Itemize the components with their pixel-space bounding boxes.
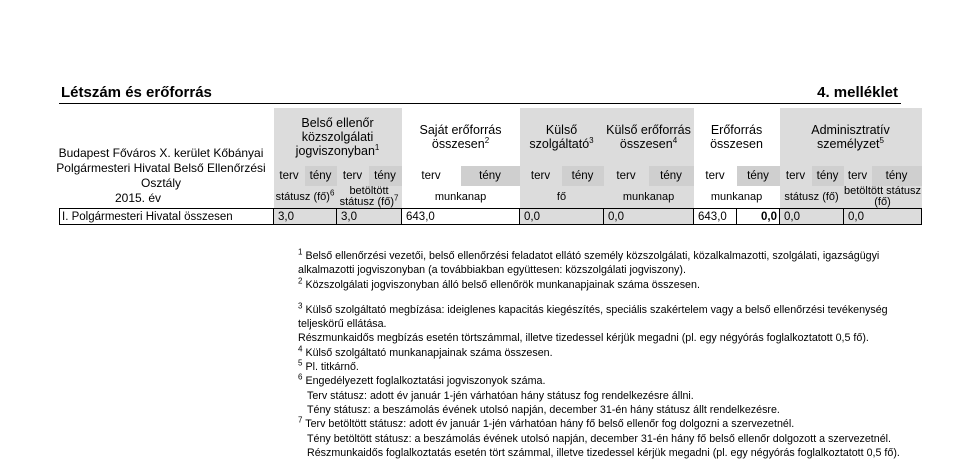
footnote: $^1$ Belső ellenőrzési vezetői, belső ellenőrzési feladatot ellátó személy közszolgálati, közalkalmazotti, szolgálati, igazságügyi bbox=[298, 247, 880, 262]
cell-external-resource: 0,0 bbox=[604, 209, 694, 225]
footnote: $^6$ Engedélyezett foglalkoztatási jogviszonyok száma. bbox=[298, 372, 546, 388]
unit-statusz: státusz (fő) bbox=[780, 186, 844, 209]
cell-total-terv: 643,0 bbox=[694, 209, 737, 225]
cell-own-resource: 643,0 bbox=[402, 209, 520, 225]
footnote: $^2$ Közszolgálati jogviszonyban álló belső ellenőrök munkanapjainak száma összesen. bbox=[298, 276, 700, 291]
org-line-3: Osztály bbox=[140, 176, 181, 190]
unit-fo: fő bbox=[520, 186, 604, 209]
col-terv: terv bbox=[274, 166, 305, 186]
unit-betoltott: betöltött státusz (fő)$^7$ bbox=[337, 186, 402, 209]
org-year: 2015. év bbox=[114, 191, 162, 205]
group-header-external-resource: Külső erőforrás összesen$^4$ bbox=[604, 108, 694, 166]
group-header-own-resource: Saját erőforrás összesen$^2$ bbox=[419, 123, 502, 151]
footnote: Tény betöltött státusz: a beszámolás évének utolsó napján, december 31-én hány fő belső ellenőr dolgozott a szervezetnél. bbox=[307, 432, 892, 445]
org-line-2: Polgármesteri Hivatal Belső Ellenőrzési bbox=[56, 161, 266, 175]
row-label: I. Polgármesteri Hivatal összesen bbox=[60, 209, 274, 225]
unit-munkanap: munkanap bbox=[434, 190, 487, 203]
col-teny: tény bbox=[812, 166, 844, 186]
unit-statusz: státusz (fő)$^6$ bbox=[274, 186, 337, 209]
group-header-total-resource: Erőforrás összesen bbox=[710, 123, 763, 151]
footnote: alkalmazotti jogviszonyban (a továbbiakban együttesen: közszolgálati jogviszony). bbox=[298, 264, 686, 277]
group-header-external-provider: Külső szolgáltató$^3$ bbox=[520, 108, 604, 166]
group-header-admin-staff: Adminisztratív személyzet$^5$ bbox=[780, 108, 922, 166]
footnote: $^3$ Külső szolgáltató megbízása: ideiglenes kapacitás kiegészítés, speciális szakértelem vagy a belső ellenőrzési tevékenység bbox=[298, 301, 888, 316]
org-line-1: Budapest Főváros X. kerület Kőbányai bbox=[58, 146, 264, 160]
cell-statusz: 3,0 bbox=[274, 209, 337, 225]
col-teny: tény bbox=[305, 166, 337, 186]
col-teny: tény bbox=[872, 166, 922, 186]
page-title: Létszám és erőforrás bbox=[61, 84, 212, 101]
col-teny: tény bbox=[562, 166, 604, 186]
col-terv: terv bbox=[604, 166, 649, 186]
table-row bbox=[60, 209, 922, 225]
col-terv: terv bbox=[844, 166, 872, 186]
cell-admin-betoltott: 0,0 bbox=[844, 209, 922, 225]
resource-table bbox=[59, 108, 922, 225]
col-terv: terv bbox=[780, 166, 812, 186]
footnote: teljeskörű ellátása. bbox=[298, 318, 387, 331]
unit-munkanap: munkanap bbox=[604, 186, 694, 209]
cell-admin-statusz: 0,0 bbox=[780, 209, 844, 225]
corner-cell bbox=[60, 108, 274, 166]
cell-external-provider: 0,0 bbox=[520, 209, 604, 225]
unit-betoltott: betöltött státusz (fő) bbox=[843, 185, 922, 208]
col-teny: tény bbox=[369, 166, 402, 186]
footnote: $^5$ Pl. titkárnő. bbox=[298, 358, 359, 374]
annex-label: 4. melléklet bbox=[817, 84, 898, 101]
footnote: Terv státusz: adott év január 1-jén várhatóan hány státusz fog rendelkezésre állni. bbox=[307, 389, 694, 402]
col-terv: terv bbox=[520, 166, 562, 186]
footnote: Részmunkaidős foglalkoztatás esetén tört számmal, illetve tizedessel kérjük megadni (pl. egy négyórás foglalkoztatott 0,5 fő). bbox=[307, 446, 900, 459]
unit-munkanap: munkanap bbox=[710, 190, 763, 203]
footnote: Részmunkaidős megbízás esetén törtszámmal, illetve tizedessel kérjük megadni (pl. egy négyórás foglalkoztatott 0,5 fő). bbox=[298, 332, 869, 345]
col-teny: tény bbox=[461, 166, 520, 186]
cell-betoltott: 3,0 bbox=[337, 209, 402, 225]
footnote: $^7$ Terv betöltött státusz: adott év január 1-jén várhatóan hány fő belső ellenőr fog dolgozni a szervezetnél. bbox=[298, 415, 795, 431]
footnote: $^4$ Külső szolgáltató munkanapjainak száma összesen. bbox=[298, 344, 553, 359]
col-teny: tény bbox=[737, 166, 780, 186]
title-rule bbox=[59, 103, 901, 104]
col-terv: terv bbox=[337, 166, 369, 186]
col-terv: terv bbox=[705, 170, 725, 182]
col-teny: tény bbox=[649, 166, 694, 186]
footnotes bbox=[298, 249, 900, 460]
col-terv: terv bbox=[421, 170, 441, 182]
group-header-internal-auditor: Belső ellenőr közszolgálati jogviszonyban$^1$ bbox=[274, 108, 402, 166]
cell-total-teny: 0,0 bbox=[737, 209, 780, 225]
footnote: Tény státusz: a beszámolás évének utolsó napján, december 31-én hány státusz állt rendelkezésre. bbox=[307, 403, 780, 416]
